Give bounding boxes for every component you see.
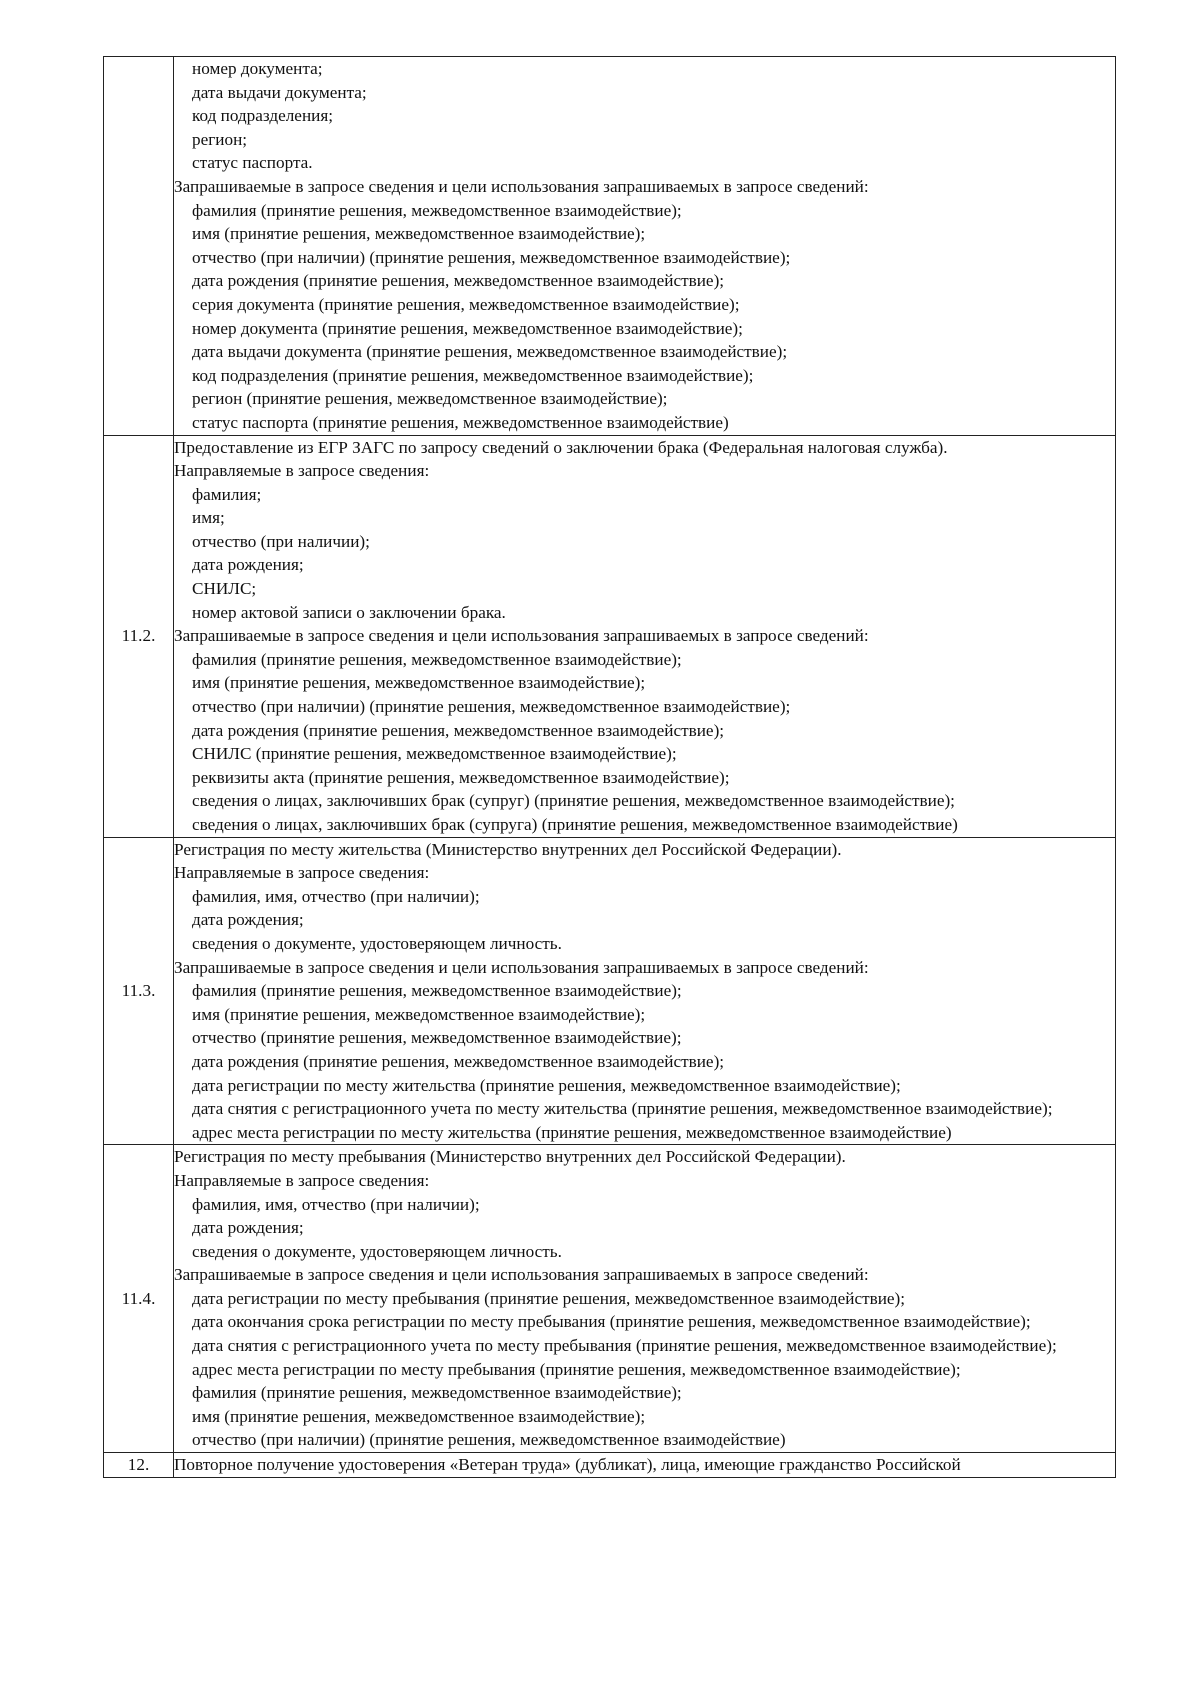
list-item: дата рождения (принятие решения, межведомственное взаимодействие); <box>192 720 725 740</box>
row-number: 11.3. <box>104 837 174 1145</box>
list-item: номер документа; <box>192 59 323 78</box>
list-item: отчество (при наличии) (принятие решения, межведомственное взаимодействие); <box>192 697 791 717</box>
list-item: отчество (при наличии); <box>192 531 370 551</box>
list-item: регион (принятие решения, межведомственное взаимодействие); <box>192 389 668 409</box>
section-heading: Направляемые в запросе сведения: <box>174 461 430 481</box>
table-row <box>104 57 1116 436</box>
list-item: дата выдачи документа; <box>192 82 367 102</box>
list-item: имя; <box>192 508 225 528</box>
list-item: код подразделения; <box>192 106 334 126</box>
section-heading: Запрашиваемые в запросе сведения и цели использования запрашиваемых в запросе сведений: <box>174 957 869 977</box>
list-item: имя (принятие решения, межведомственное взаимодействие); <box>192 1406 646 1426</box>
row-content <box>174 435 1116 837</box>
list-item: дата рождения; <box>192 555 304 575</box>
list-item: сведения о документе, удостоверяющем личность. <box>192 933 562 953</box>
section-heading: Направляемые в запросе сведения: <box>174 863 430 883</box>
row-number <box>104 57 174 436</box>
list-item: реквизиты акта (принятие решения, межведомственное взаимодействие); <box>192 767 730 787</box>
list-item: дата рождения; <box>192 910 304 930</box>
list-item: дата снятия с регистрационного учета по месту пребывания (принятие решения, межведомственное взаимодействие); <box>192 1336 1057 1356</box>
list-item: фамилия (принятие решения, межведомственное взаимодействие); <box>192 1383 682 1403</box>
table-row <box>104 1145 1116 1453</box>
list-item: дата окончания срока регистрации по месту пребывания (принятие решения, межведомственное взаимодействие); <box>192 1312 1031 1332</box>
list-item: сведения о лицах, заключивших брак (супруга) (принятие решения, межведомственное взаимодействие) <box>192 815 958 834</box>
section-heading: Запрашиваемые в запросе сведения и цели использования запрашиваемых в запросе сведений: <box>174 1265 869 1285</box>
list-item: дата снятия с регистрационного учета по месту жительства (принятие решения, межведомственное взаимодействие); <box>192 1099 1053 1119</box>
list-item: имя (принятие решения, межведомственное взаимодействие); <box>192 224 646 244</box>
row-number: 12. <box>104 1453 174 1478</box>
list-item: СНИЛС (принятие решения, межведомственное взаимодействие); <box>192 744 677 764</box>
list-item: сведения о документе, удостоверяющем личность. <box>192 1241 562 1261</box>
section-heading: Запрашиваемые в запросе сведения и цели использования запрашиваемых в запросе сведений: <box>174 626 869 646</box>
list-item: дата рождения; <box>192 1218 304 1238</box>
table-row <box>104 837 1116 1145</box>
service-title: Повторное получение удостоверения «Ветеран труда» (дубликат), лица, имеющие гражданство Российской <box>174 1455 961 1475</box>
list-item: дата регистрации по месту пребывания (принятие решения, межведомственное взаимодействие); <box>192 1288 906 1308</box>
row-number: 11.4. <box>104 1145 174 1453</box>
service-title: Предоставление из ЕГР ЗАГС по запросу сведений о заключении брака (Федеральная налоговая служба). <box>174 437 948 457</box>
list-item: СНИЛС; <box>192 579 257 599</box>
list-item: дата регистрации по месту жительства (принятие решения, межведомственное взаимодействие); <box>192 1075 901 1095</box>
section-heading: Направляемые в запросе сведения: <box>174 1170 430 1190</box>
list-item: номер актовой записи о заключении брака. <box>192 602 506 622</box>
list-item: номер документа (принятие решения, межведомственное взаимодействие); <box>192 318 743 338</box>
row-content <box>174 1145 1116 1453</box>
list-item: имя (принятие решения, межведомственное взаимодействие); <box>192 673 646 693</box>
list-item: отчество (принятие решения, межведомственное взаимодействие); <box>192 1028 682 1048</box>
row-content <box>174 57 1116 436</box>
row-number: 11.2. <box>104 435 174 837</box>
list-item: имя (принятие решения, межведомственное взаимодействие); <box>192 1004 646 1024</box>
list-item: фамилия, имя, отчество (при наличии); <box>192 886 480 906</box>
section-heading: Запрашиваемые в запросе сведения и цели использования запрашиваемых в запросе сведений: <box>174 176 869 196</box>
table-row <box>104 1453 1116 1478</box>
row-content <box>174 837 1116 1145</box>
table-row <box>104 435 1116 837</box>
list-item: дата выдачи документа (принятие решения, межведомственное взаимодействие); <box>192 342 788 362</box>
list-item: адрес места регистрации по месту жительства (принятие решения, межведомственное взаимодействие) <box>192 1122 952 1142</box>
list-item: статус паспорта. <box>192 153 313 173</box>
service-title: Регистрация по месту пребывания (Министерство внутренних дел Российской Федерации). <box>174 1147 846 1167</box>
list-item: адрес места регистрации по месту пребывания (принятие решения, межведомственное взаимодействие); <box>192 1359 961 1379</box>
list-item: статус паспорта (принятие решения, межведомственное взаимодействие) <box>192 412 729 432</box>
list-item: фамилия (принятие решения, межведомственное взаимодействие); <box>192 649 682 669</box>
list-item: дата рождения (принятие решения, межведомственное взаимодействие); <box>192 1051 725 1071</box>
list-item: отчество (при наличии) (принятие решения, межведомственное взаимодействие); <box>192 247 791 267</box>
list-item: фамилия (принятие решения, межведомственное взаимодействие); <box>192 981 682 1001</box>
list-item: дата рождения (принятие решения, межведомственное взаимодействие); <box>192 271 725 291</box>
list-item: фамилия, имя, отчество (при наличии); <box>192 1194 480 1214</box>
list-item: отчество (при наличии) (принятие решения, межведомственное взаимодействие) <box>192 1430 786 1450</box>
services-table <box>103 56 1116 1478</box>
service-title: Регистрация по месту жительства (Министерство внутренних дел Российской Федерации). <box>174 839 842 859</box>
list-item: код подразделения (принятие решения, межведомственное взаимодействие); <box>192 365 754 385</box>
list-item: сведения о лицах, заключивших брак (супруг) (принятие решения, межведомственное взаимодействие); <box>192 791 955 811</box>
list-item: фамилия; <box>192 484 262 504</box>
row-content <box>174 1453 1116 1478</box>
list-item: регион; <box>192 129 248 149</box>
list-item: серия документа (принятие решения, межведомственное взаимодействие); <box>192 294 740 314</box>
list-item: фамилия (принятие решения, межведомственное взаимодействие); <box>192 200 682 220</box>
